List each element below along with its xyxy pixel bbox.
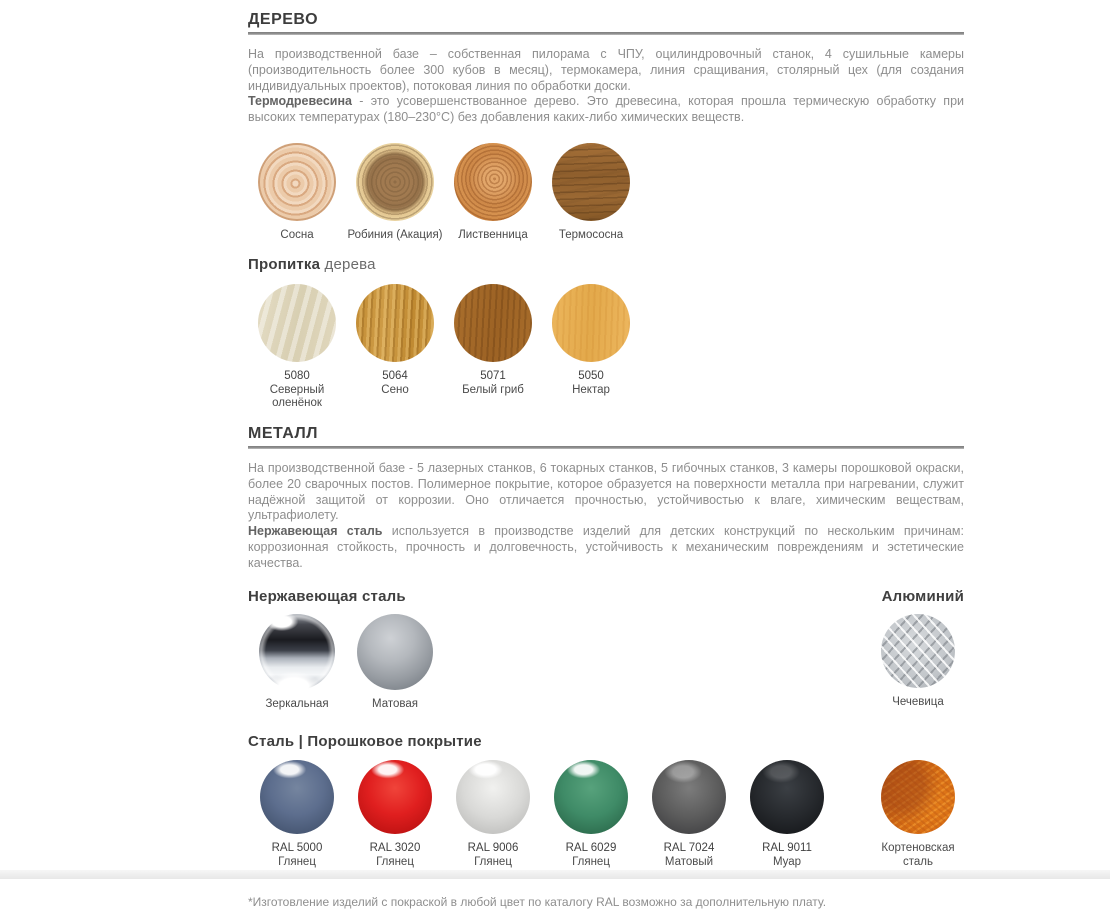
thermopine-swatch-image [552, 143, 630, 221]
pine-swatch-label: Сосна [280, 228, 314, 241]
ral7024-swatch-image [652, 760, 726, 834]
impregnation-title-rest: дерева [320, 256, 376, 274]
stainless-description: используется в производстве изделий для детских конструкций по нескольким причинам: коррозионная стойкость, прочность и долговечность, устойчивость к механическим повреждениям и эстетические качества. [248, 524, 964, 570]
swatch-5080-name: Северный оленёнок [269, 383, 325, 410]
impregnation-swatch-5064 [346, 284, 444, 397]
powder-coating-row [248, 760, 964, 869]
mirror-steel-swatch-image [259, 614, 335, 690]
matte-steel-label: Матовая [372, 697, 418, 710]
wood-intro [248, 47, 964, 126]
swatch-5071-code: 5071 [480, 370, 506, 383]
ral-footnote: *Изготовление изделий с покраской в любой цвет по каталогу RAL возможно за дополнительную плату. [248, 895, 827, 909]
pine-swatch-image [258, 143, 336, 221]
ral9011-swatch-image [750, 760, 824, 834]
powder-swatch-ral9011 [738, 760, 836, 869]
ral9006-swatch-image [456, 760, 530, 834]
page-content [248, 0, 964, 909]
impregnation-row [248, 284, 964, 411]
wood-section-divider [248, 32, 964, 35]
wood-intro-paragraph: На производственной базе – собственная пилорама с ЧПУ, оцилиндровочный станок, 4 сушильные камеры (производительность более 300 кубов в месяц), термокамера, линия сращивания, столярный цех (для создания индивидуальных проектов), потоковая линия по обработки доски. [248, 47, 964, 93]
matte-steel-swatch-image [357, 614, 433, 690]
ral9006-finish: Глянец [474, 855, 512, 868]
swatch-5050-name: Нектар [572, 383, 610, 396]
impregnation-swatch-5080 [248, 284, 346, 411]
page-bottom-edge [0, 870, 1110, 879]
larch-swatch-label: Лиственница [458, 228, 528, 241]
powder-swatch-ral9006 [444, 760, 542, 869]
swatch-5080-code: 5080 [284, 370, 310, 383]
ral6029-finish: Глянец [572, 855, 610, 868]
impregnation-title [248, 256, 964, 273]
robinia-swatch-label: Робиния (Акация) [347, 228, 443, 241]
metal-intro-paragraph: На производственной базе - 5 лазерных станков, 6 токарных станков, 5 гибочных станков, 3 камеры порошковой окраски, более 20 сварочных постов. Полимерное покрытие, которое образуется на поверхности металла при нагревании, служит надёжной защитой от коррозии. Оно отличается прочностью, устойчивостью к влаге, химическим веществам, ультрафиолету. [248, 460, 964, 523]
stainless-paragraph [248, 524, 964, 571]
swatch-5064-name: Сено [381, 383, 409, 396]
ral9011-finish: Муар [772, 855, 802, 868]
corten-steel-swatch [872, 760, 964, 869]
wood-swatch-robinia [346, 143, 444, 243]
ral9006-label [468, 842, 519, 869]
impregnation-swatch-5071 [444, 284, 542, 397]
ral5000-code: RAL 5000 [271, 842, 323, 855]
aluminum-title: Алюминий [881, 587, 964, 605]
mirror-steel-label: Зеркальная [265, 697, 329, 710]
ral3020-swatch-image [358, 760, 432, 834]
metal-section-divider [248, 446, 964, 449]
stainless-swatch-mirror [248, 614, 346, 712]
ral5000-swatch-image [260, 760, 334, 834]
swatch-5064-label [381, 370, 408, 397]
ral6029-swatch-image [554, 760, 628, 834]
stainless-term: Нержавеющая сталь [248, 524, 383, 539]
metal-intro [248, 461, 964, 572]
ral9006-code: RAL 9006 [467, 842, 519, 855]
swatch-5050-code: 5050 [578, 370, 604, 383]
corten-label: Кортеновская сталь [881, 842, 955, 868]
powder-swatch-ral6029 [542, 760, 640, 869]
swatch-5064-code: 5064 [382, 370, 408, 383]
larch-swatch-image [454, 143, 532, 221]
stainless-row [248, 614, 964, 712]
swatch-5071-image [454, 284, 532, 362]
ral9011-code: RAL 9011 [762, 842, 812, 855]
stainless-title: Нержавеющая сталь [248, 587, 406, 605]
wood-swatch-thermopine [542, 143, 640, 243]
ral7024-label [664, 842, 715, 869]
swatch-5050-image [552, 284, 630, 362]
ral7024-code: RAL 7024 [663, 842, 715, 855]
thermowood-paragraph [248, 94, 964, 126]
swatch-5071-name: Белый гриб [462, 383, 524, 396]
powder-coating-title: Сталь | Порошковое покрытие [248, 733, 482, 751]
powder-swatch-ral5000 [248, 760, 346, 869]
swatch-5080-label [248, 370, 346, 411]
ral6029-code: RAL 6029 [565, 842, 617, 855]
stainless-aluminum-headings [248, 588, 964, 605]
wood-swatch-larch [444, 143, 542, 243]
thermopine-swatch-label: Термососна [558, 228, 624, 241]
impregnation-swatch-5050 [542, 284, 640, 397]
ral5000-label [272, 842, 323, 869]
swatch-5071-label [462, 370, 524, 397]
powder-swatch-ral3020 [346, 760, 444, 869]
diamond-plate-swatch-image [881, 614, 955, 688]
impregnation-title-main: Пропитка [248, 256, 321, 274]
metal-section-title: МЕТАЛЛ [248, 424, 318, 442]
ral6029-label [566, 842, 617, 869]
swatch-5050-label [572, 370, 610, 397]
corten-swatch-image [881, 760, 955, 834]
lentil-label: Чечевица [892, 695, 944, 708]
stainless-swatch-matte [346, 614, 444, 712]
powder-swatch-ral7024 [640, 760, 738, 869]
wood-section-title: ДЕРЕВО [248, 11, 319, 28]
ral5000-finish: Глянец [278, 855, 316, 868]
thermowood-description: - это усовершенствованное дерево. Это древесина, которая прошла термическую обработку при высоких температурах (180–230°С) без добавления каких-либо химических веществ. [248, 94, 964, 125]
thermowood-term: Термодревесина [248, 94, 352, 109]
ral7024-finish: Матовый [664, 855, 714, 868]
swatch-5080-image [258, 284, 336, 362]
wood-species-row [248, 143, 964, 243]
ral9011-label [762, 842, 812, 869]
robinia-swatch-image [356, 143, 434, 221]
ral3020-label [370, 842, 421, 869]
ral3020-finish: Глянец [376, 855, 414, 868]
ral3020-code: RAL 3020 [369, 842, 421, 855]
swatch-5064-image [356, 284, 434, 362]
wood-swatch-pine [248, 143, 346, 243]
aluminum-swatch-lentil [872, 614, 964, 710]
